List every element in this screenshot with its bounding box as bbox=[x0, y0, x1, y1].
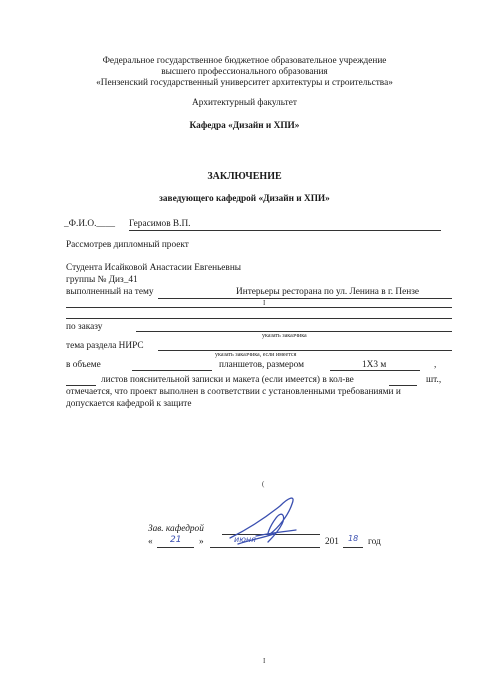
group-number: группы № Диз_41 bbox=[66, 275, 138, 285]
date-quote-close: » bbox=[199, 537, 204, 547]
department: Кафедра «Дизайн и ХПИ» bbox=[189, 121, 300, 131]
tick-mark-2: ( bbox=[262, 480, 265, 488]
size-comma: , bbox=[434, 360, 437, 370]
order-hint: указать заказчика bbox=[262, 333, 307, 339]
header-line-2: высшего профессионального образования bbox=[161, 67, 328, 77]
nirs-label: тема раздела НИРС bbox=[66, 341, 144, 351]
fio-value: Герасимов В.П. bbox=[129, 219, 191, 229]
theme-value: Интерьеры ресторана по ул. Ленина в г. Пензе bbox=[236, 287, 419, 297]
nirs-hint: указать заказчика, если имеется bbox=[215, 352, 297, 358]
reviewed-text: Рассмотрев дипломный проект bbox=[66, 240, 189, 250]
order-underline bbox=[136, 331, 452, 332]
theme-underline-1 bbox=[158, 298, 452, 299]
theme-label: выполненный на тему bbox=[66, 287, 154, 297]
size-underline bbox=[330, 370, 420, 371]
date-year-prefix: 201 bbox=[325, 537, 339, 547]
size-value: 1Х3 м bbox=[362, 360, 387, 370]
volume-underline bbox=[132, 370, 212, 371]
volume-label: в объеме bbox=[66, 360, 101, 370]
day-underline bbox=[157, 547, 194, 548]
year-underline bbox=[343, 547, 363, 548]
tick-mark-1: I bbox=[263, 299, 266, 307]
theme-underline-2 bbox=[66, 307, 452, 308]
nirs-underline bbox=[158, 350, 452, 351]
sheets-text: листов пояснительной записки и макета (если имеется) в кол-ве bbox=[101, 375, 354, 385]
count-underline bbox=[389, 385, 417, 386]
conclusion-line-1: отмечается, что проект выполнен в соответствии с установленными требованиями и bbox=[66, 387, 401, 397]
pcs-text: шт., bbox=[426, 375, 442, 385]
faculty: Архитектурный факультет bbox=[192, 98, 297, 108]
header-line-3: «Пензенский государственный университет архитектуры и строительства» bbox=[96, 78, 393, 88]
handwritten-signature bbox=[210, 488, 320, 550]
date-year-suffix: 18 bbox=[348, 534, 359, 543]
document-title: ЗАКЛЮЧЕНИЕ bbox=[207, 171, 282, 182]
signature-role: Зав. кафедрой bbox=[148, 524, 204, 534]
header-line-1: Федеральное государственное бюджетное образовательное учреждение bbox=[102, 56, 387, 66]
fio-label: _Ф.И.О.____ bbox=[64, 219, 115, 229]
sheets-underline bbox=[66, 385, 96, 386]
document-subtitle: заведующего кафедрой «Дизайн и ХПИ» bbox=[159, 194, 330, 204]
order-label: по заказу bbox=[66, 322, 103, 332]
theme-underline-3 bbox=[66, 318, 452, 319]
date-quote-open: « bbox=[148, 537, 153, 547]
tick-mark-3: I bbox=[263, 657, 266, 665]
fio-underline bbox=[129, 230, 441, 231]
date-month: июня bbox=[234, 535, 256, 544]
date-day: 21 bbox=[170, 535, 182, 545]
date-year-word: год bbox=[368, 537, 381, 547]
conclusion-line-2: допускается кафедрой к защите bbox=[66, 399, 192, 409]
tablets-text: планшетов, размером bbox=[219, 360, 304, 370]
student-name: Студента Исайковой Анастасии Евгеньевны bbox=[66, 263, 242, 273]
